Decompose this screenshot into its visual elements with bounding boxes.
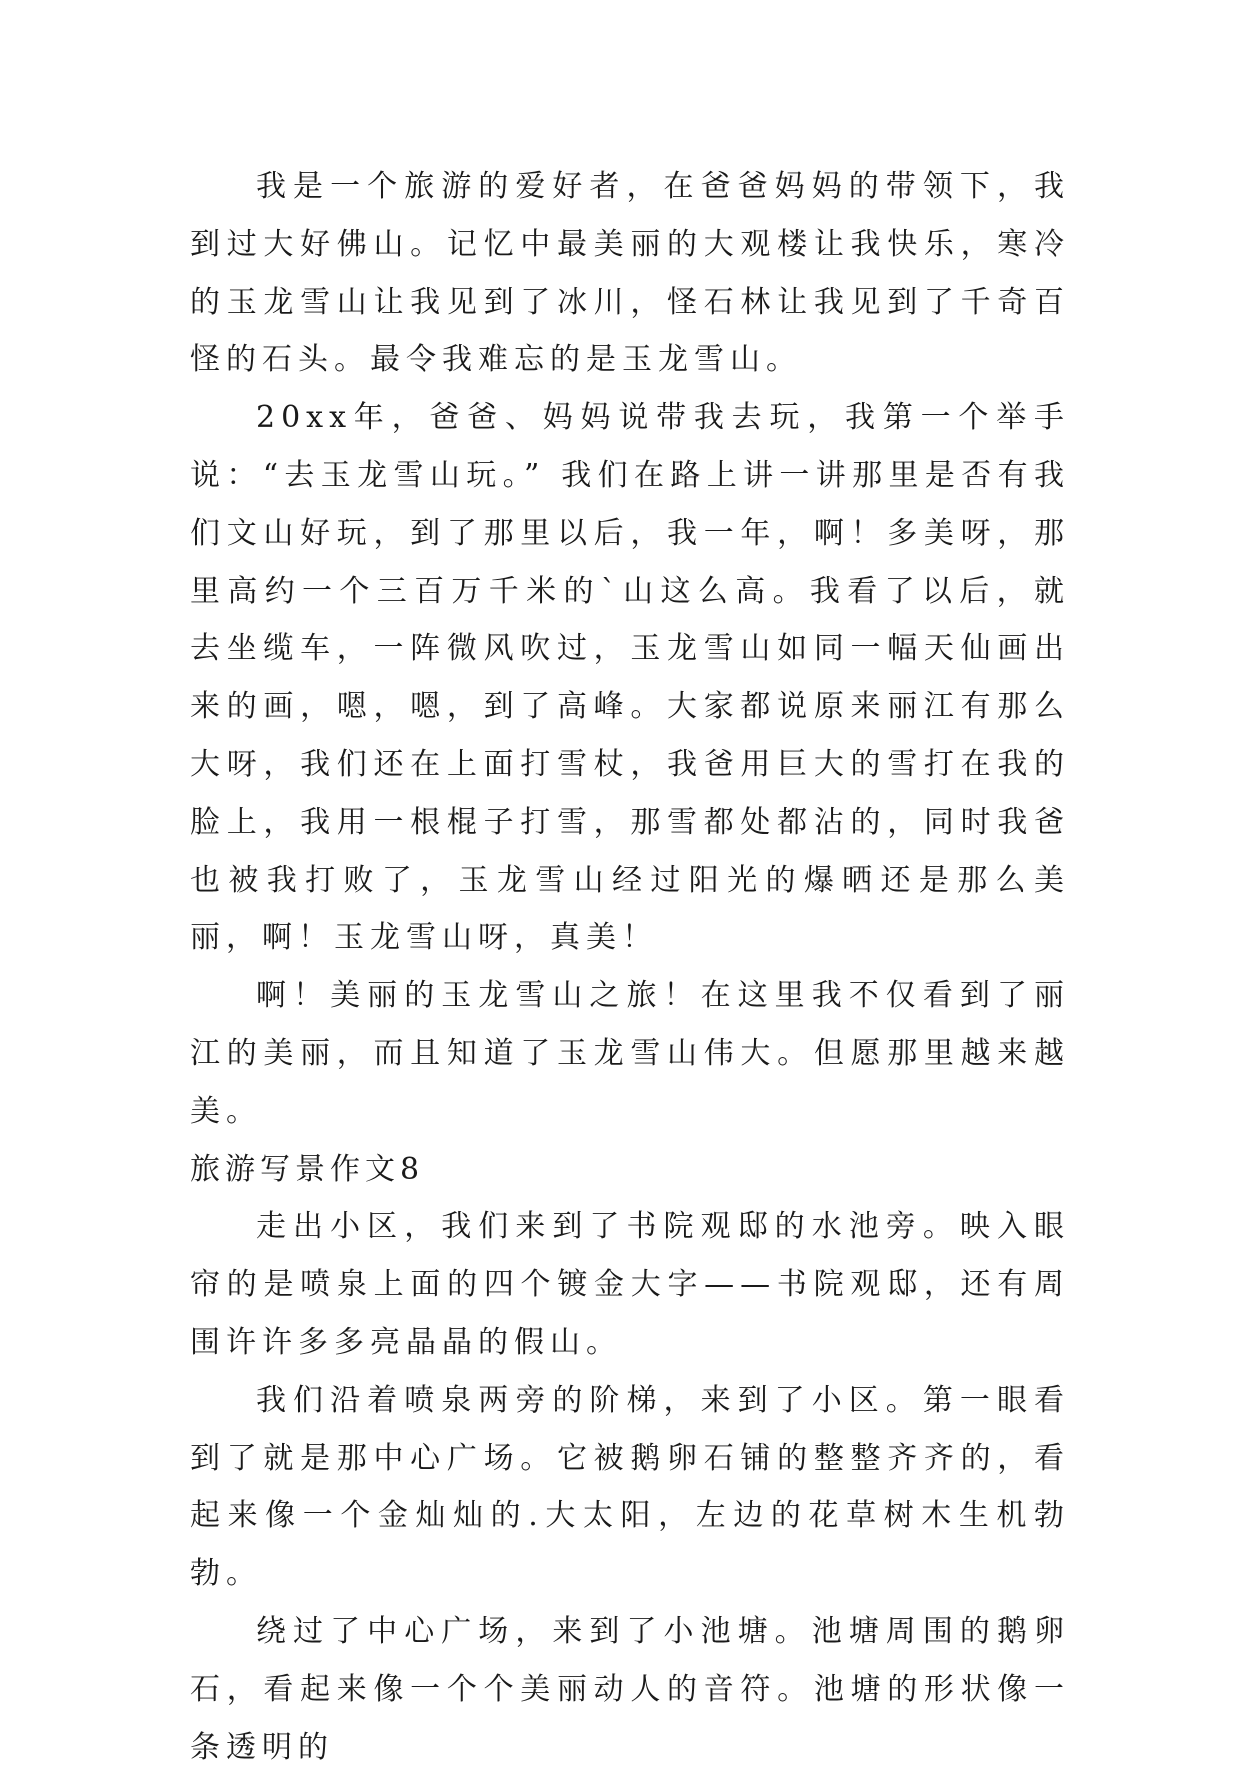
paragraph-fountain: 走出小区，我们来到了书院观邸的水池旁。映入眼帘的是喷泉上面的四个镀金大字——书院观邸，还有周围许许多多亮晶晶的假山。 <box>190 1209 1070 1360</box>
paragraph-intro: 我是一个旅游的爱好者，在爸爸妈妈的带领下，我到过大好佛山。记忆中最美丽的大观楼让我快乐，寒冷的玉龙雪山让我见到了冰川，怪石林让我见到了千奇百怪的石头。最令我难忘的是玉龙雪山。 <box>190 169 1070 378</box>
paragraph-pond: 绕过了中心广场，来到了小池塘。池塘周围的鹅卵石，看起来像一个个美丽动人的音符。池塘的形状像一条透明的 <box>190 1613 1070 1765</box>
paragraph-conclusion: 啊！美丽的玉龙雪山之旅！在这里我不仅看到了丽江的美丽，而且知道了玉龙雪山伟大。但愿那里越来越美。 <box>190 978 1070 1129</box>
document-body <box>190 158 1070 1776</box>
paragraph-trip: 20xx年，爸爸、妈妈说带我去玩，我第一个举手说：“去玉龙雪山玩。” 我们在路上讲一讲那里是否有我们文山好玩，到了那里以后，我一年，啊！多美呀，那里高约一个三百万千米的`山这么高。我看了以后，就去坐缆车，一阵微风吹过，玉龙雪山如同一幅天仙画出来的画，嗯，嗯，到了高峰。大家都说原来丽江有那么大呀，我们还在上面打雪杖，我爸用巨大的雪打在我的脸上，我用一根棍子打雪，那雪都处都沾的，同时我爸也被我打败了，玉龙雪山经过阳光的爆晒还是那么美丽，啊！玉龙雪山呀，真美！ <box>190 400 1070 956</box>
paragraph-square: 我们沿着喷泉两旁的阶梯，来到了小区。第一眼看到了就是那中心广场。它被鹅卵石铺的整整齐齐的，看起来像一个金灿灿的.大太阳，左边的花草树木生机勃勃。 <box>190 1382 1070 1592</box>
section-heading: 旅游写景作文8 <box>190 1151 425 1187</box>
